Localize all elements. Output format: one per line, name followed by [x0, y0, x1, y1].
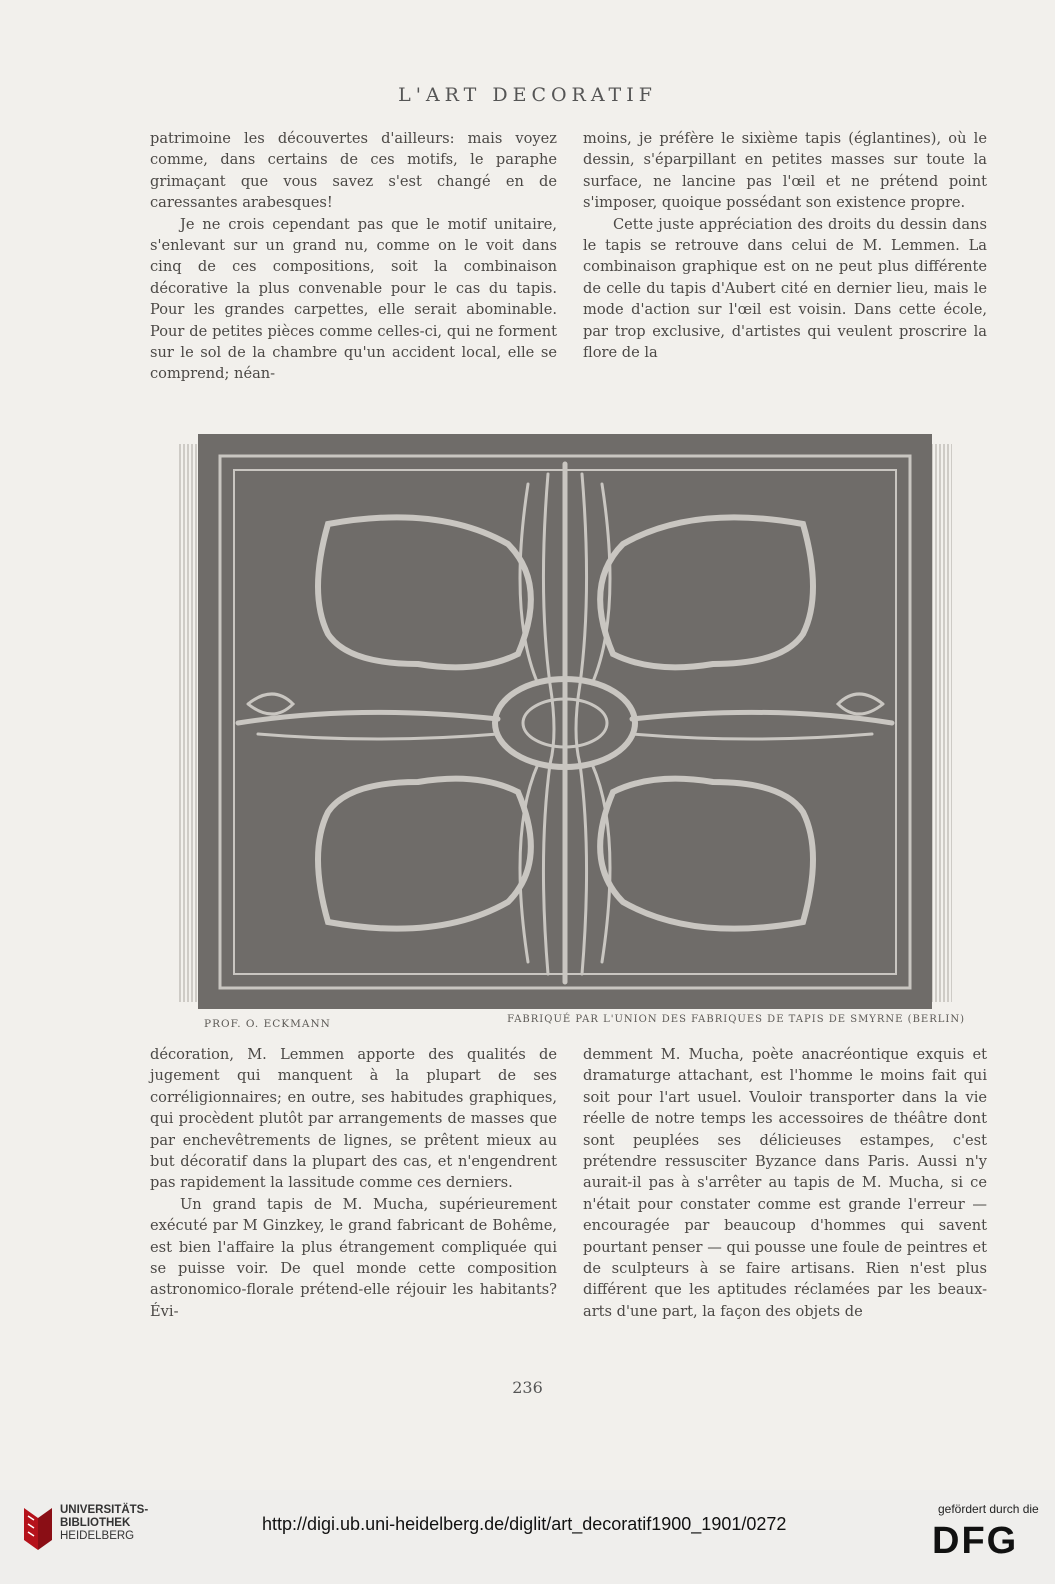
paragraph: décoration, M. Lemmen apporte des qualités de jugement qui manquent à la plupart de ses corréligionnaires; en outre, ses habitudes graphiques, qui procèdent plutôt par arrangements de masses que par enchevêtrements de lignes, se prêtent mieux au but décoratif dans la plupart des cas, et n'engendrent pas rapidement la lassitude comme ces derniers.	[150, 1046, 557, 1192]
permalink-url[interactable]: http://digi.ub.uni-heidelberg.de/diglit/art_decoratif1900_1901/0272	[262, 1514, 787, 1534]
paragraph: patrimoine les découvertes d'ailleurs: mais voyez comme, dans certains de ces motifs, le paraphe grimaçant que vous savez s'est changé en de caressantes arabesques!	[150, 130, 557, 212]
page-number: 236	[512, 1378, 543, 1397]
digitization-footer	[0, 1490, 1055, 1584]
paragraph: Un grand tapis de M. Mucha, supérieurement exécuté par M Ginzkey, le grand fabricant de Bohême, est bien l'affaire la plus étrangement compliquée qui se puisse voir. De quel monde cette composition astronomico-florale prétend-elle réjouir les habitants? Évi-	[150, 1195, 557, 1320]
library-name-line: UNIVERSITÄTS-	[60, 1504, 149, 1516]
dfg-logo: DFG	[932, 1520, 1019, 1562]
library-name	[60, 1504, 148, 1543]
funding-label: gefördert durch die	[938, 1502, 1039, 1516]
figure-caption-maker: FABRIQUÉ PAR L'UNION DES FABRIQUES DE TAPIS DE SMYRNE (BERLIN)	[507, 1014, 965, 1025]
column-top-right	[583, 128, 987, 363]
figure-caption-artist: PROF. O. ECKMANN	[204, 1018, 331, 1030]
library-name-line: BIBLIOTHEK	[60, 1517, 131, 1529]
rug-illustration	[178, 434, 953, 1012]
column-bottom-left	[150, 1044, 557, 1322]
university-library-logo-icon	[20, 1504, 56, 1554]
rug-fringe-right	[930, 444, 952, 1002]
paragraph: Je ne crois cependant pas que le motif unitaire, s'enlevant sur un grand nu, comme on le voit dans cinq de ces compositions, soit la combinaison décorative la plus convenable pour le cas du tapis. Pour les grandes carpettes, elle serait abominable. Pour de petites pièces comme celles-ci, qui ne forment sur le sol de la chambre qu'un accident local, elle se comprend; néan-	[150, 215, 557, 383]
paragraph: moins, je préfère le sixième tapis (églantines), où le dessin, s'éparpillant en petites masses sur toute la surface, ne lancine pas l'œil et ne prétend point s'imposer, quoique possédant son existence propre.	[583, 130, 987, 212]
rug-fringe-left	[178, 444, 200, 1002]
rug-image	[178, 434, 953, 1012]
column-bottom-right	[583, 1044, 987, 1322]
column-top-left	[150, 128, 557, 385]
paragraph: demment M. Mucha, poète anacréontique exquis et dramaturge attachant, est l'homme le moins fait qui soit pour l'art usuel. Vouloir transporter dans la vie réelle de notre temps les accessoires de théâtre dont sont peuplées ses délicieuses estampes, c'est prétendre ressusciter Byzance dans Paris. Aussi n'y aurait-il pas à s'arrêter au tapis de M. Mucha, si ce n'était pour constater comme est grande l'erreur — encouragée par beaucoup d'hommes qui savent pourtant penser — qui pousse une foule de peintres et de sculpteurs à se faire artisans. Rien n'est plus différent que les aptitudes réclamées par les beaux-arts d'une part, la façon des objets de	[583, 1046, 987, 1320]
paragraph: Cette juste appréciation des droits du dessin dans le tapis se retrouve dans celui de M. Lemmen. La combinaison graphique est on ne peut plus différente de celle du tapis d'Aubert cité en dernier lieu, mais le mode d'action sur l'œil est voisin. Dans cette école, par trop exclusive, d'artistes qui veulent proscrire la flore de la	[583, 215, 987, 362]
running-head: L'ART DECORATIF	[398, 84, 657, 106]
library-name-line: HEIDELBERG	[60, 1530, 135, 1542]
